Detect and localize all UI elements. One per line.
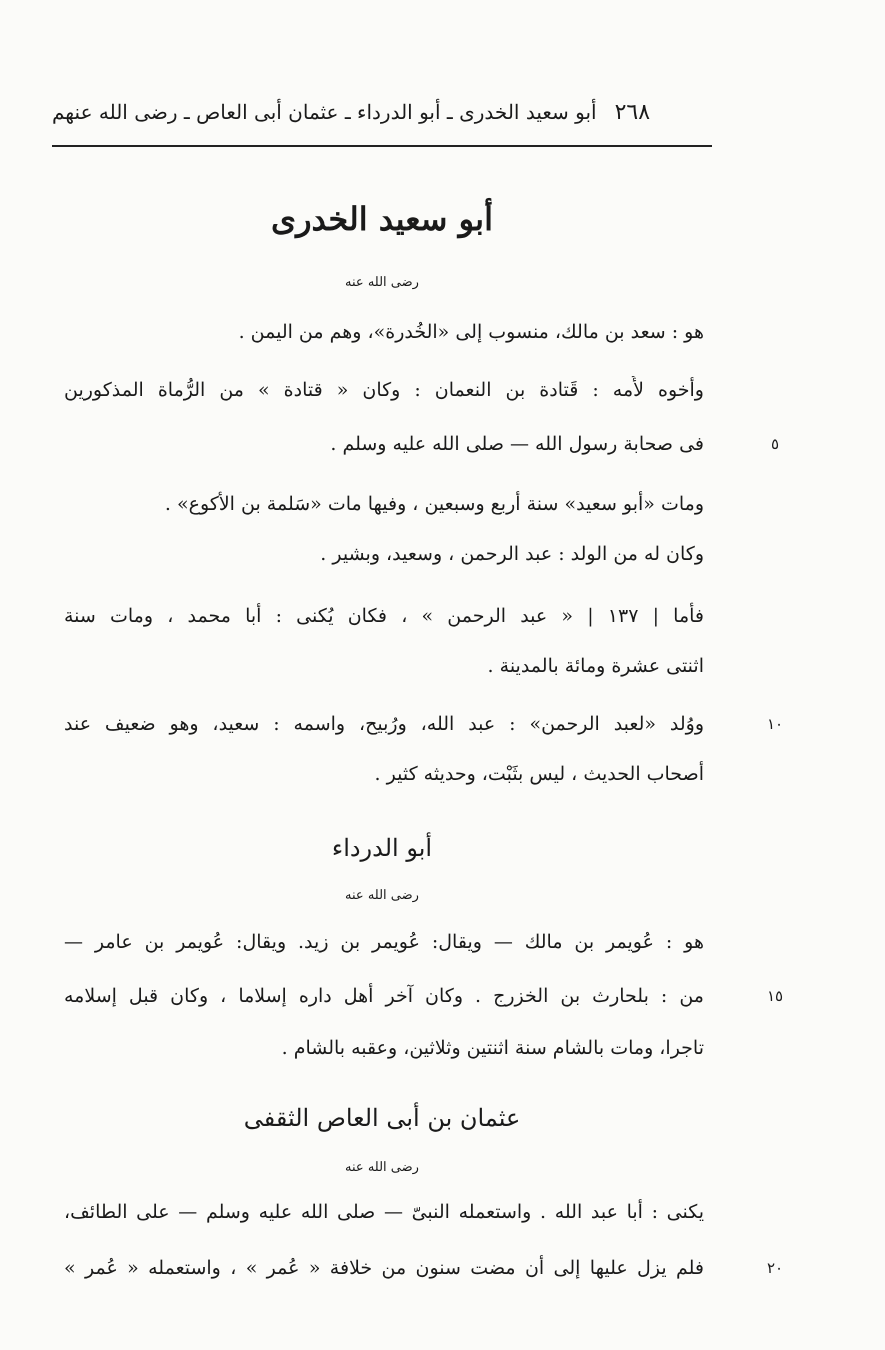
- page-number: ٢٦٨: [614, 99, 651, 125]
- section-title-uthman: عثمان بن أبى العاص الثقفى: [243, 1104, 521, 1132]
- text-line: فى صحابة رسول الله — صلى الله عليه وسلم .: [330, 433, 704, 455]
- line-number: ١٥: [766, 987, 784, 1005]
- line-number: ١٠: [766, 715, 784, 733]
- text-line: وكان له من الولد : عبد الرحمن ، وسعيد، وبشير .: [320, 543, 704, 565]
- running-header: [52, 92, 712, 132]
- text-line: هو : عُويمر بن مالك — ويقال: عُويمر بن زيد. ويقال: عُويمر بن عامر —: [64, 931, 704, 953]
- text-line: فلم يزل عليها إلى أن مضت سنون من خلافة « عُمر » ، واستعمله « عُمر »: [64, 1257, 704, 1279]
- text-line: فأما | ١٣٧ | « عبد الرحمن » ، فكان يُكنى : أبا محمد ، ومات سنة: [64, 605, 704, 627]
- section-blessing: رضى الله عنه: [345, 888, 419, 903]
- text-line: من : بلحارث بن الخزرج . وكان آخر أهل داره إسلاما ، وكان قبل إسلامه: [64, 985, 704, 1007]
- text-line: هو : سعد بن مالك، منسوب إلى «الخُدرة»، وهم من اليمن .: [238, 321, 704, 343]
- text-line: تاجرا، ومات بالشام سنة اثنتين وثلاثين، وعقبه بالشام .: [281, 1037, 704, 1059]
- text-line: يكنى : أبا عبد الله . واستعمله النبىّ — صلى الله عليه وسلم — على الطائف،: [64, 1201, 704, 1223]
- running-title: أبو سعيد الخدرى ـ أبو الدرداء ـ عثمان أبى العاص ـ رضى الله عنهم: [52, 100, 597, 124]
- header-rule: [52, 145, 712, 147]
- section-blessing: رضى الله عنه: [345, 1160, 419, 1175]
- section-title-abu-said: أبو سعيد الخدرى: [271, 200, 493, 238]
- text-line: ووُلد «لعبد الرحمن» : عبد الله، ورُبيح، واسمه : سعيد، وهو ضعيف عند: [64, 713, 704, 735]
- line-number: ٥: [770, 435, 780, 453]
- section-blessing: رضى الله عنه: [345, 275, 419, 290]
- text-line: أصحاب الحديث ، ليس بثَبْت، وحديثه كثير .: [374, 763, 704, 785]
- section-title-abu-darda: أبو الدرداء: [331, 834, 433, 862]
- text-line: ومات «أبو سعيد» سنة أربع وسبعين ، وفيها مات «سَلمة بن الأكوع» .: [164, 493, 704, 515]
- text-line: وأخوه لأُمه : قَتادة بن النعمان : وكان « قتادة » من الرُّماة المذكورين: [64, 379, 704, 401]
- line-number: ٢٠: [766, 1259, 784, 1277]
- text-line: اثنتى عشرة ومائة بالمدينة .: [487, 655, 704, 677]
